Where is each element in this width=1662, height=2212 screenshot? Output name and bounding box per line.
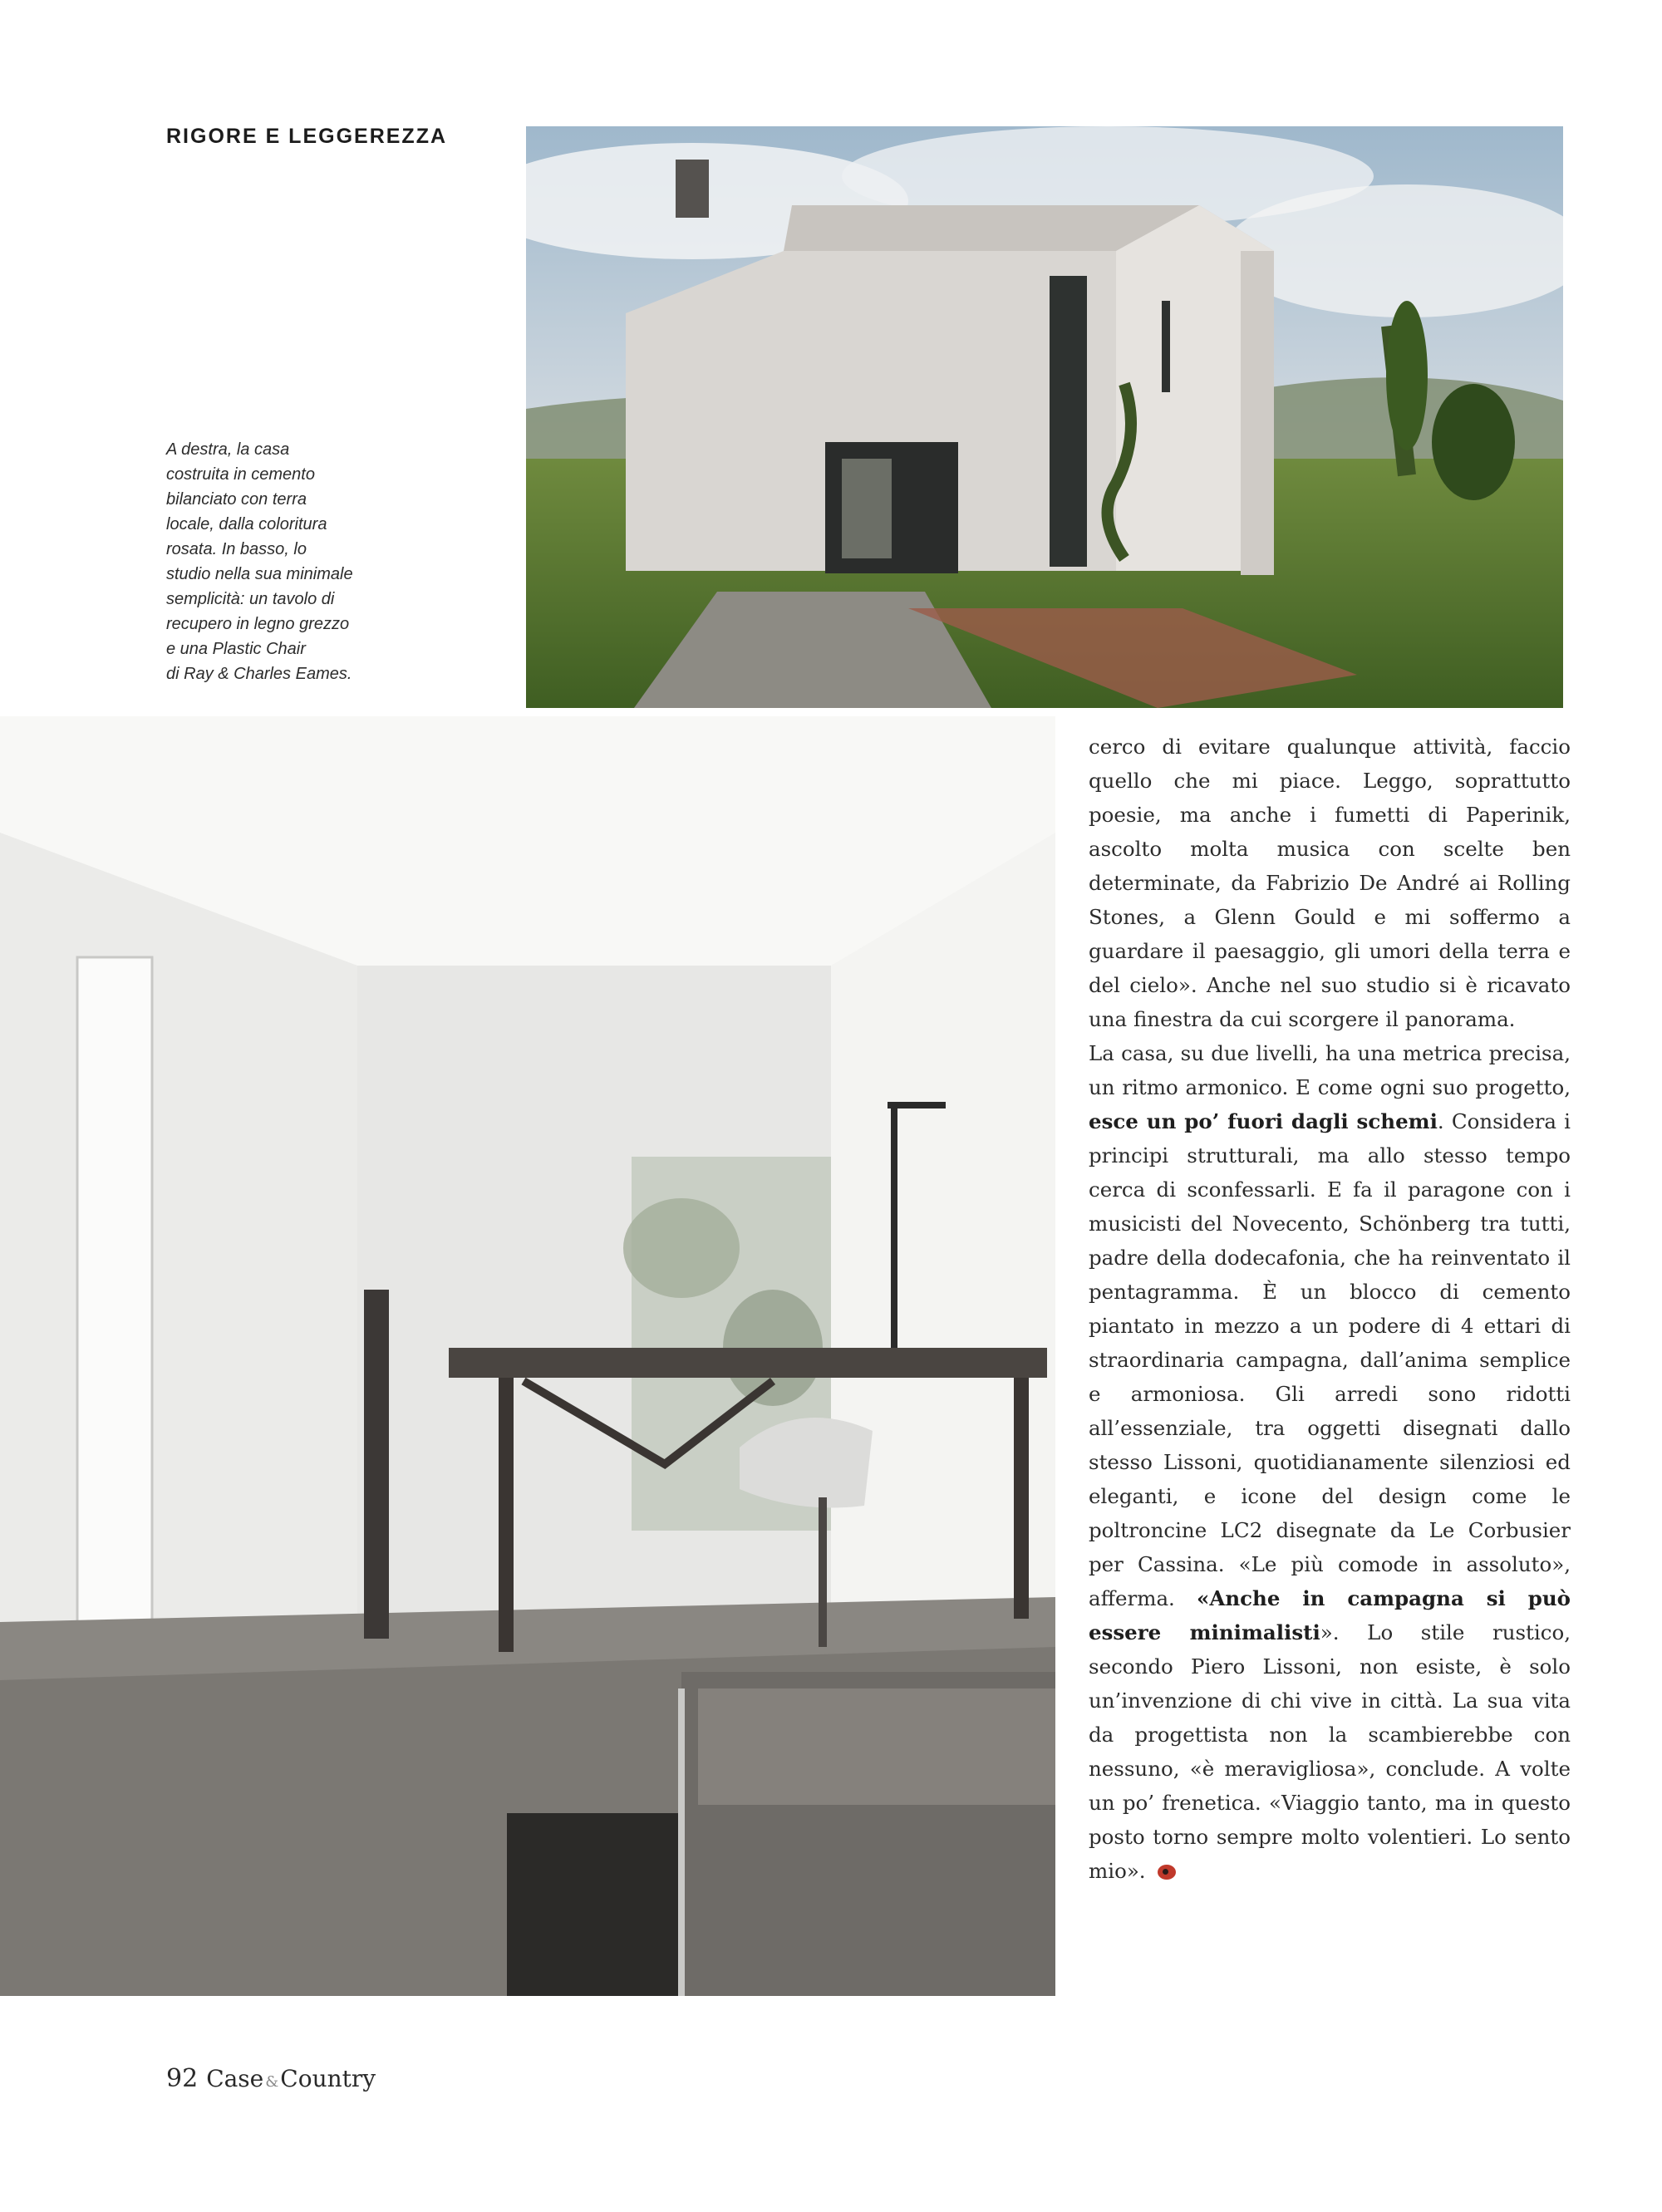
section-title: RIGORE E LEGGEREZZA [166, 125, 448, 148]
end-of-article-icon [1158, 1865, 1176, 1880]
magazine-name [206, 2065, 376, 2092]
article-body [1089, 730, 1571, 1888]
body-emphasis: «Anche in campagna si può essere minimalisti [1089, 1586, 1571, 1644]
body-text-run: ». Lo stile rustico, secondo Piero Lissoni, non esiste, è solo un’invenzione di chi vive in città. La sua vita da progettista non la scambierebbe con nessuno, «è meravigliosa», conclude. A volte un po’ frenetica. «Viaggio tanto, ma in questo posto torno sempre molto volentieri. Lo sento mio». [1089, 1620, 1571, 1883]
caption-line: studio nella sua minimale [166, 565, 353, 583]
body-paragraph: cerco di evitare qualunque attività, faccio quello che mi piace. Leggo, soprattutto poesie, ma anche i fumetti di Paperinik, ascolto molta musica con scelte ben determinate, da Fabrizio De André ai Rolling Stones, a Glenn Gould e mi soffermo a guardare il paesaggio, gli umori della terra e del cielo». Anche nel suo studio si è ricavato una finestra da cui scorgere il panorama. [1089, 735, 1571, 1031]
house-exterior-photo [526, 126, 1563, 708]
caption-line: bilanciato con terra [166, 490, 307, 509]
caption-line: locale, dalla coloritura [166, 515, 327, 533]
body-text-run: La casa, su due livelli, ha una metrica precisa, un ritmo armonico. E come ogni suo progetto, [1089, 1041, 1571, 1099]
magazine-ampersand: & [265, 2073, 279, 2091]
photo-caption [166, 437, 399, 686]
studio-interior-photo [0, 716, 1055, 1996]
caption-line: recupero in legno grezzo [166, 615, 350, 633]
magazine-name-part: Country [280, 2065, 376, 2092]
caption-line: e una Plastic Chair [166, 640, 306, 658]
caption-line: rosata. In basso, lo [166, 540, 307, 558]
caption-line: A destra, la casa [166, 440, 290, 459]
magazine-name-part: Case [206, 2065, 264, 2092]
body-paragraph [1089, 1036, 1571, 1888]
caption-line: di Ray & Charles Eames. [166, 665, 352, 683]
caption-line: costruita in cemento [166, 465, 315, 484]
page-footer [166, 2064, 376, 2093]
body-text-run: . Considera i principi strutturali, ma allo stesso tempo cerca di sconfessarli. E fa il paragone con i musicisti del Novecento, Schönberg tra tutti, padre della dodecafonia, che ha reinventato il pentagramma. È un blocco di cemento piantato in mezzo a un podere di 4 ettari di straordinaria campagna, dall’anima semplice e armoniosa. Gli arredi sono ridotti all’essenziale, tra oggetti disegnati dallo stesso Lissoni, quotidianamente silenziosi ed eleganti, e icone del design come le poltroncine LC2 disegnate da Le Corbusier per Cassina. «Le più comode in assoluto», afferma. [1089, 1109, 1571, 1610]
page-number: 92 [166, 2064, 199, 2093]
caption-line: semplicità: un tavolo di [166, 590, 335, 608]
body-emphasis: esce un po’ fuori dagli schemi [1089, 1109, 1438, 1133]
